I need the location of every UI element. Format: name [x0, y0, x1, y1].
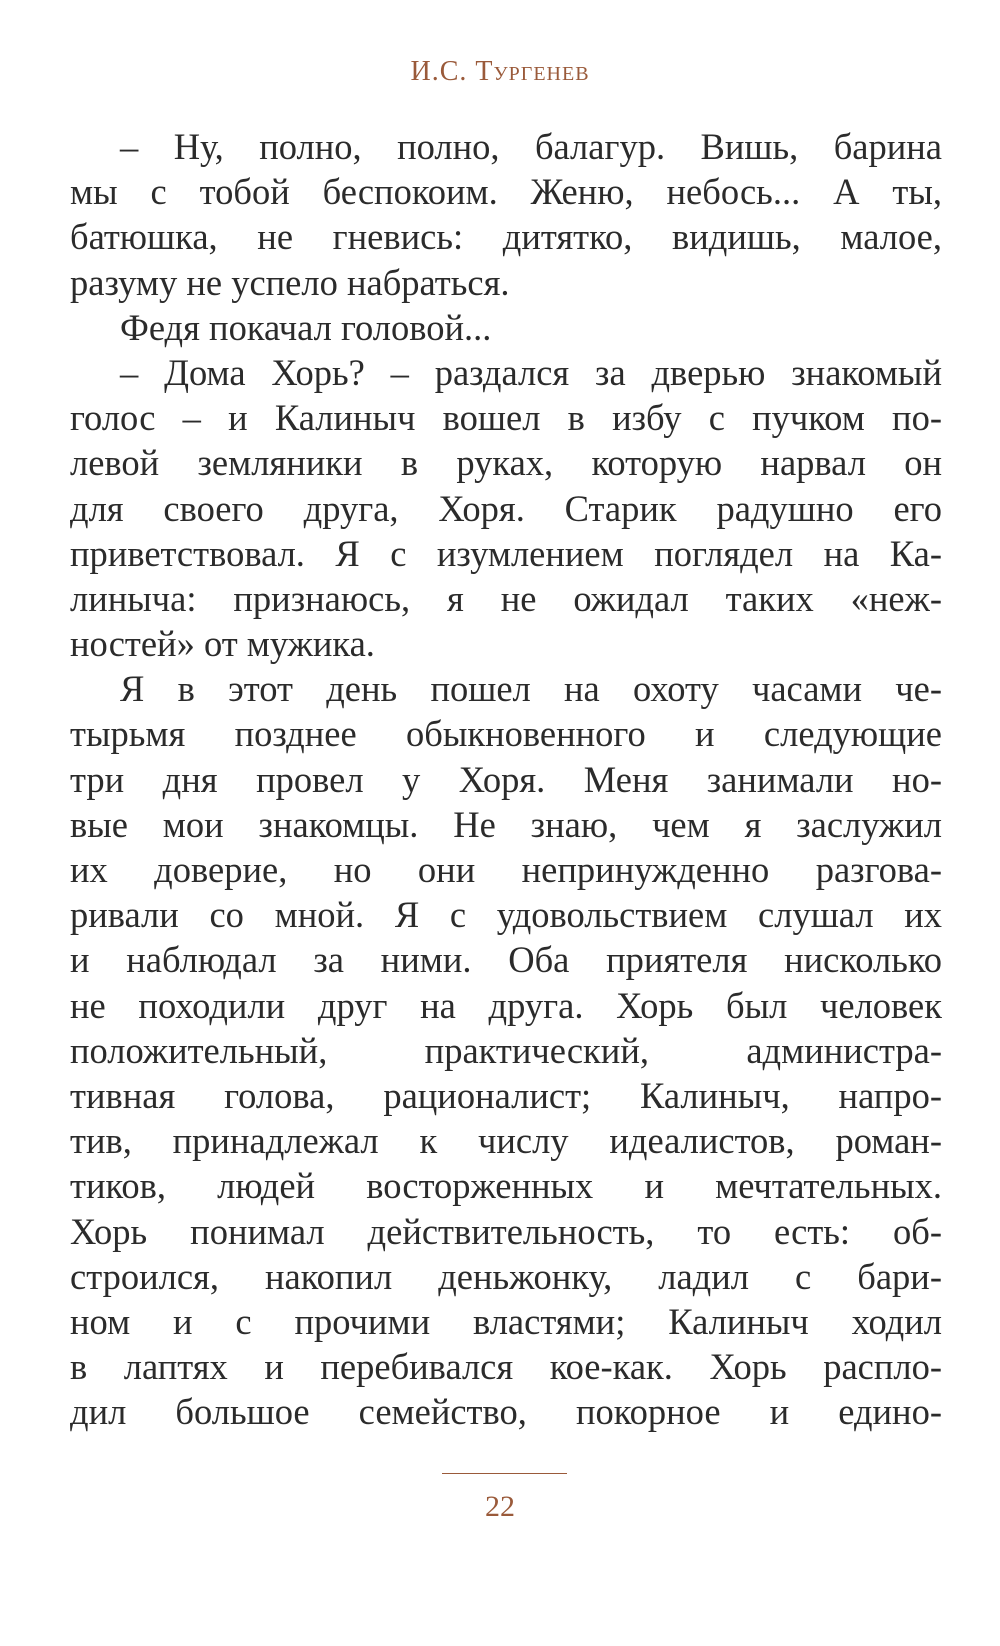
- text-line: не походили друг на друга. Хорь был человек: [70, 984, 942, 1026]
- text-line: в лаптях и перебивался кое-как. Хорь распло-: [70, 1346, 942, 1388]
- text-line: мы с тобой беспокоим. Женю, небось... А ты,: [70, 171, 942, 213]
- page-number: 22: [485, 1490, 515, 1523]
- running-head: [0, 56, 1000, 88]
- text-line: – Дома Хорь? – раздался за дверью знакомый: [120, 351, 942, 393]
- text-line: ном и с прочими властями; Калиныч ходил: [70, 1300, 942, 1342]
- text-line: тиков, людей восторженных и мечтательных.: [70, 1165, 942, 1207]
- text-line: голос – и Калиныч вошел в избу с пучком по-: [70, 397, 942, 439]
- text-line: три дня провел у Хоря. Меня занимали но-: [70, 758, 942, 800]
- text-line: тивная голова, рационалист; Калиныч, напро-: [70, 1074, 942, 1116]
- text-line: ривали со мной. Я с удовольствием слушал их: [70, 894, 942, 936]
- text-line: и наблюдал за ними. Оба приятеля нисколько: [70, 939, 942, 981]
- text-line: линыча: признаюсь, я не ожидал таких «неж-: [70, 577, 942, 619]
- running-head-text: И.С. Тургенев: [410, 56, 590, 87]
- text-line: Я в этот день пошел на охоту часами че-: [120, 668, 942, 710]
- text-line: приветствовал. Я с изумлением поглядел на Ка-: [70, 532, 942, 574]
- text-line: разуму не успело набраться.: [70, 261, 510, 303]
- text-line: – Ну, полно, полно, балагур. Вишь, барина: [120, 126, 942, 167]
- footer-rule: [442, 1473, 567, 1474]
- text-line: вые мои знакомцы. Не знаю, чем я заслужил: [70, 803, 942, 845]
- text-line: левой земляники в руках, которую нарвал он: [70, 442, 942, 484]
- text-line: положительный, практический, администра-: [70, 1029, 942, 1071]
- text-line: тырьмя позднее обыкновенного и следующие: [70, 713, 942, 755]
- text-line: строился, накопил деньжонку, ладил с бари-: [70, 1255, 942, 1297]
- text-line: тив, принадлежал к числу идеалистов, роман-: [70, 1120, 942, 1162]
- text-line: дил большое семейство, покорное и едино-: [70, 1391, 942, 1433]
- text-line: ностей» от мужика.: [70, 623, 375, 665]
- text-line: для своего друга, Хоря. Старик радушно его: [70, 487, 942, 529]
- body-text: [70, 124, 942, 1434]
- text-line: их доверие, но они непринужденно разгова-: [70, 849, 942, 890]
- text-line: Федя покачал головой...: [120, 306, 492, 348]
- text-line: батюшка, не гневись: дитятко, видишь, малое,: [70, 216, 942, 258]
- text-line: Хорь понимал действительность, то есть: об-: [70, 1210, 942, 1252]
